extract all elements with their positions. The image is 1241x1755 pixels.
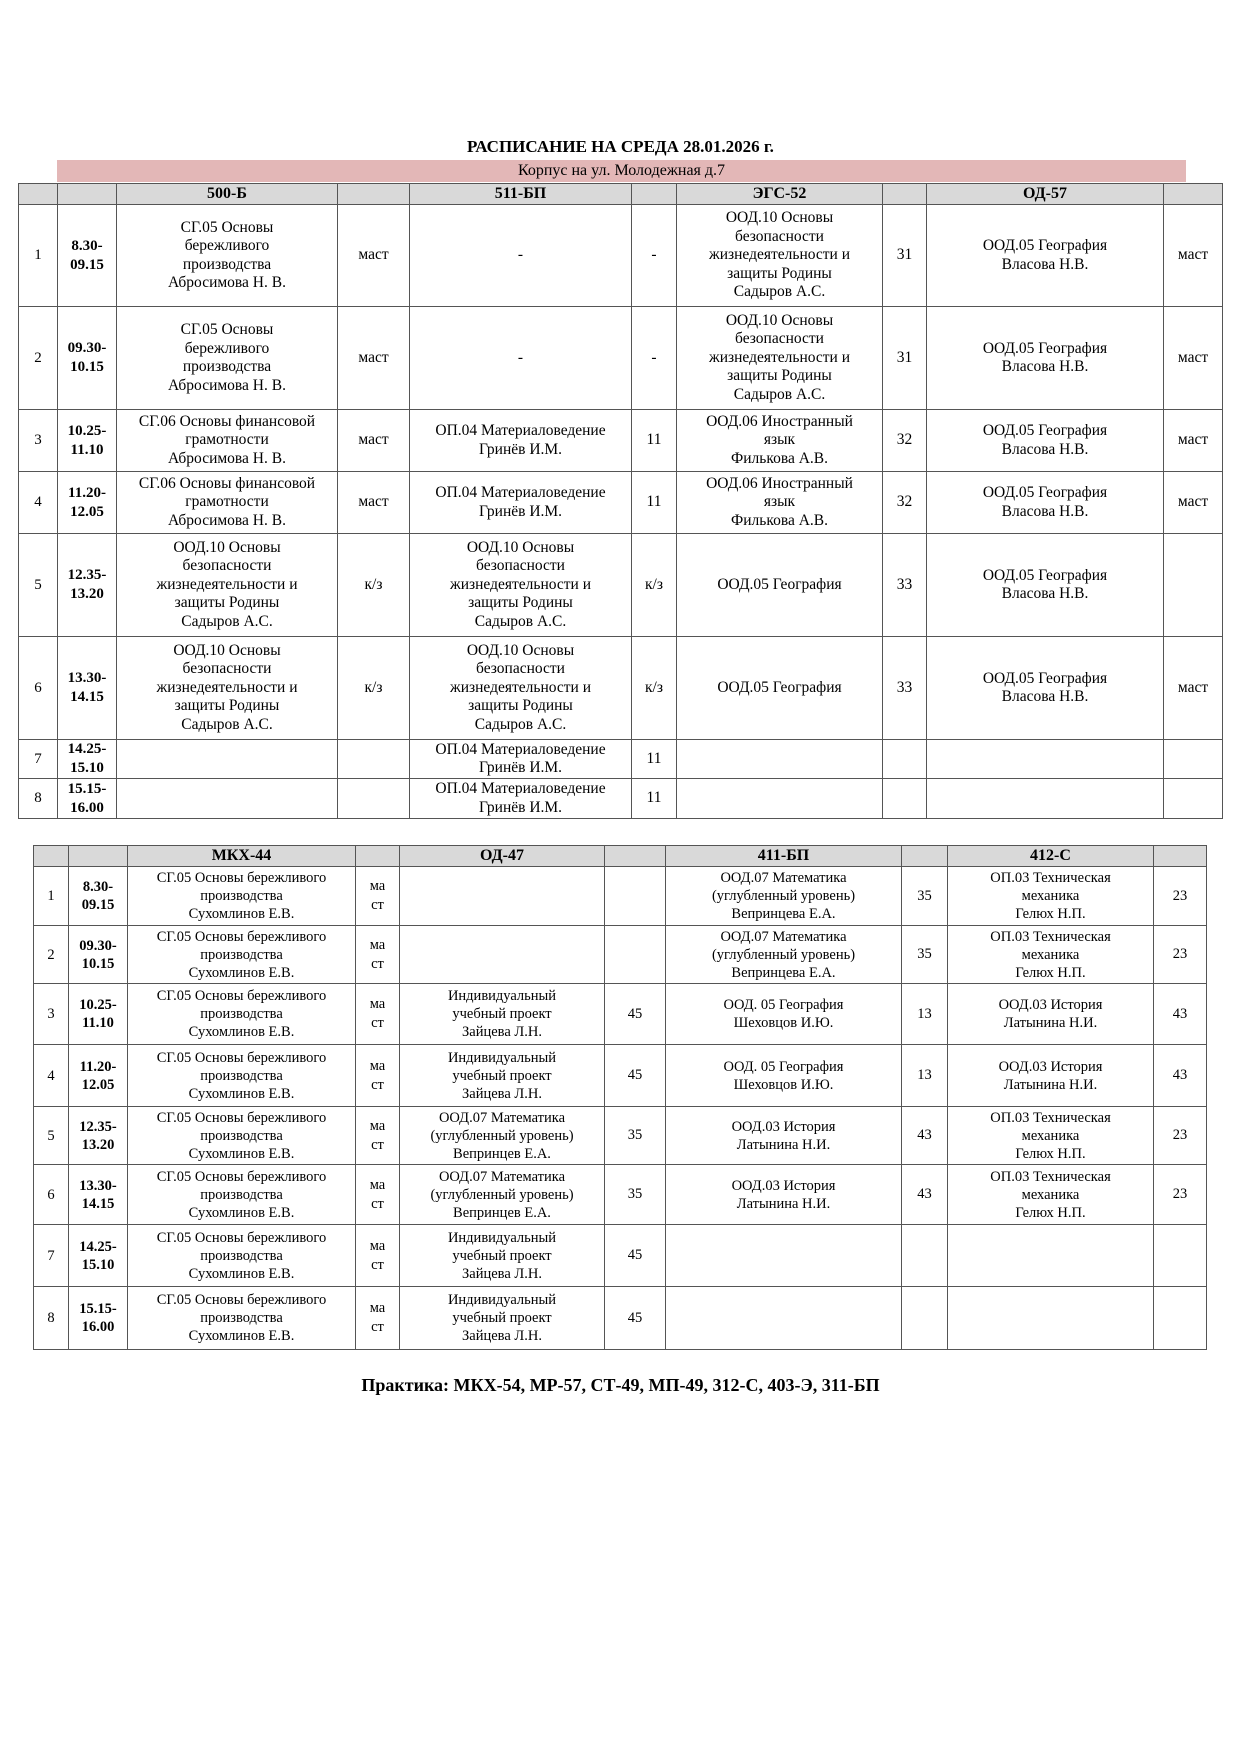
lesson-subject: ООД.10 Основы безопасности жизнедеятельности и защиты Родины Садыров А.С. (117, 637, 338, 740)
header-empty (632, 184, 677, 205)
lesson-room (338, 740, 410, 779)
table-row (34, 1287, 1207, 1350)
lesson-time: 09.30- 10.15 (58, 307, 117, 410)
lesson-room: ма ст (356, 867, 400, 926)
lesson-room: 33 (883, 637, 927, 740)
lesson-room: маст (1164, 307, 1223, 410)
lesson-room: маст (1164, 205, 1223, 307)
lesson-room (1164, 779, 1223, 819)
lesson-room: ма ст (356, 1165, 400, 1225)
lesson-room: 23 (1154, 867, 1207, 926)
lesson-time: 13.30- 14.15 (69, 1165, 128, 1225)
lesson-subject: ООД.05 География Власова Н.В. (927, 307, 1164, 410)
header-empty (34, 846, 69, 867)
lesson-number: 2 (34, 926, 69, 984)
lesson-subject: ООД.05 География Власова Н.В. (927, 205, 1164, 307)
lesson-number: 8 (19, 779, 58, 819)
header-empty (1154, 846, 1207, 867)
lesson-room: 31 (883, 205, 927, 307)
group-header: 412-С (948, 846, 1154, 867)
lesson-room (902, 1287, 948, 1350)
lesson-room (605, 926, 666, 984)
lesson-subject: ООД.06 Иностранный язык Филькова А.В. (677, 410, 883, 472)
lesson-room: 11 (632, 779, 677, 819)
lesson-room: 45 (605, 1045, 666, 1107)
lesson-room: маст (1164, 410, 1223, 472)
table-row (34, 867, 1207, 926)
lesson-subject: ООД.07 Математика (углубленный уровень) Вепринцева Е.А. (666, 867, 902, 926)
lesson-subject: ОП.04 Материаловедение Гринёв И.М. (410, 779, 632, 819)
lesson-subject: ООД.10 Основы безопасности жизнедеятельности и защиты Родины Садыров А.С. (677, 307, 883, 410)
lesson-time: 8.30- 09.15 (58, 205, 117, 307)
lesson-subject: СГ.06 Основы финансовой грамотности Абросимова Н. В. (117, 472, 338, 534)
lesson-room: 23 (1154, 926, 1207, 984)
lesson-room (902, 1225, 948, 1287)
lesson-subject (927, 779, 1164, 819)
lesson-time: 11.20- 12.05 (58, 472, 117, 534)
lesson-room: маст (338, 205, 410, 307)
table-row (19, 205, 1223, 307)
lesson-subject: СГ.05 Основы бережливого производства Сухомлинов Е.В. (128, 867, 356, 926)
header-empty (338, 184, 410, 205)
lesson-subject: ООД.03 История Латынина Н.И. (666, 1165, 902, 1225)
lesson-subject: СГ.05 Основы бережливого производства Сухомлинов Е.В. (128, 926, 356, 984)
lesson-subject (117, 779, 338, 819)
lesson-subject: - (410, 205, 632, 307)
table-row (34, 1225, 1207, 1287)
lesson-subject: СГ.05 Основы бережливого производства Сухомлинов Е.В. (128, 1287, 356, 1350)
lesson-subject: СГ.05 Основы бережливого производства Сухомлинов Е.В. (128, 1107, 356, 1165)
lesson-room (338, 779, 410, 819)
lesson-room (883, 740, 927, 779)
lesson-number: 6 (34, 1165, 69, 1225)
header-empty (58, 184, 117, 205)
lesson-subject (948, 1225, 1154, 1287)
lesson-time: 14.25- 15.10 (69, 1225, 128, 1287)
lesson-subject: ОП.03 Техническая механика Гелюх Н.П. (948, 1107, 1154, 1165)
lesson-room: - (632, 205, 677, 307)
table-row (34, 1165, 1207, 1225)
lesson-subject: ООД.07 Математика (углубленный уровень) Вепринцева Е.А. (666, 926, 902, 984)
lesson-room: маст (1164, 472, 1223, 534)
schedule-table-1 (18, 183, 1223, 819)
lesson-time: 8.30- 09.15 (69, 867, 128, 926)
lesson-subject: - (410, 307, 632, 410)
lesson-subject: СГ.05 Основы бережливого производства Сухомлинов Е.В. (128, 1225, 356, 1287)
lesson-subject: ОП.03 Техническая механика Гелюх Н.П. (948, 926, 1154, 984)
lesson-subject: СГ.05 Основы бережливого производства Сухомлинов Е.В. (128, 984, 356, 1045)
lesson-number: 7 (34, 1225, 69, 1287)
lesson-subject: СГ.05 Основы бережливого производства Абросимова Н. В. (117, 205, 338, 307)
lesson-subject: ООД.05 География Власова Н.В. (927, 472, 1164, 534)
group-header: ОД-47 (400, 846, 605, 867)
schedule-title: РАСПИСАНИЕ НА СРЕДА 28.01.2026 г. (467, 137, 774, 156)
lesson-room (883, 779, 927, 819)
lesson-subject: ООД.03 История Латынина Н.И. (948, 1045, 1154, 1107)
lesson-subject: ООД.10 Основы безопасности жизнедеятельности и защиты Родины Садыров А.С. (410, 637, 632, 740)
lesson-time: 11.20- 12.05 (69, 1045, 128, 1107)
header-empty (902, 846, 948, 867)
lesson-number: 8 (34, 1287, 69, 1350)
lesson-subject (666, 1287, 902, 1350)
lesson-subject (117, 740, 338, 779)
lesson-number: 3 (19, 410, 58, 472)
lesson-room (1154, 1287, 1207, 1350)
lesson-number: 5 (19, 534, 58, 637)
lesson-number: 6 (19, 637, 58, 740)
lesson-room: 11 (632, 472, 677, 534)
lesson-subject: ООД.05 География (677, 637, 883, 740)
lesson-room: к/з (338, 637, 410, 740)
lesson-number: 7 (19, 740, 58, 779)
lesson-room: ма ст (356, 984, 400, 1045)
lesson-subject: ООД.06 Иностранный язык Филькова А.В. (677, 472, 883, 534)
header-empty (605, 846, 666, 867)
lesson-room: 45 (605, 1225, 666, 1287)
lesson-subject: ООД.05 География (677, 534, 883, 637)
lesson-subject (677, 779, 883, 819)
lesson-room: 35 (902, 926, 948, 984)
lesson-room: 23 (1154, 1107, 1207, 1165)
lesson-time: 13.30- 14.15 (58, 637, 117, 740)
lesson-number: 1 (19, 205, 58, 307)
lesson-number: 5 (34, 1107, 69, 1165)
lesson-subject: ООД.10 Основы безопасности жизнедеятельности и защиты Родины Садыров А.С. (677, 205, 883, 307)
lesson-time: 09.30- 10.15 (69, 926, 128, 984)
group-header: МКХ-44 (128, 846, 356, 867)
lesson-subject (948, 1287, 1154, 1350)
lesson-room: 45 (605, 1287, 666, 1350)
lesson-room: маст (338, 410, 410, 472)
group-header: 500-Б (117, 184, 338, 205)
lesson-time: 12.35- 13.20 (58, 534, 117, 637)
lesson-room: 33 (883, 534, 927, 637)
practice-note: Практика: МКХ-54, МР-57, СТ-49, МП-49, 312-С, 403-Э, 311-БП (361, 1375, 880, 1395)
lesson-time: 14.25- 15.10 (58, 740, 117, 779)
lesson-subject: ОП.04 Материаловедение Гринёв И.М. (410, 410, 632, 472)
table-row (19, 740, 1223, 779)
table-header-row (34, 846, 1207, 867)
lesson-room (1164, 740, 1223, 779)
lesson-subject: Индивидуальный учебный проект Зайцева Л.Н. (400, 1287, 605, 1350)
table-row (19, 779, 1223, 819)
building-banner: Корпус на ул. Молодежная д.7 (57, 160, 1186, 182)
table-row (34, 1107, 1207, 1165)
group-header: ЭГС-52 (677, 184, 883, 205)
header-empty (19, 184, 58, 205)
lesson-room: 11 (632, 410, 677, 472)
lesson-room: 13 (902, 1045, 948, 1107)
lesson-subject: ОП.03 Техническая механика Гелюх Н.П. (948, 867, 1154, 926)
lesson-subject: ООД. 05 География Шеховцов И.Ю. (666, 1045, 902, 1107)
lesson-subject (400, 867, 605, 926)
lesson-subject: Индивидуальный учебный проект Зайцева Л.Н. (400, 1225, 605, 1287)
lesson-subject: ООД.03 История Латынина Н.И. (666, 1107, 902, 1165)
lesson-number: 3 (34, 984, 69, 1045)
lesson-subject (677, 740, 883, 779)
lesson-room: 43 (902, 1165, 948, 1225)
lesson-room: к/з (632, 534, 677, 637)
lesson-room: ма ст (356, 1287, 400, 1350)
lesson-subject: ОП.03 Техническая механика Гелюх Н.П. (948, 1165, 1154, 1225)
lesson-subject: СГ.05 Основы бережливого производства Сухомлинов Е.В. (128, 1045, 356, 1107)
lesson-subject: ООД. 05 География Шеховцов И.Ю. (666, 984, 902, 1045)
lesson-subject (927, 740, 1164, 779)
lesson-room (1164, 534, 1223, 637)
lesson-subject: ОП.04 Материаловедение Гринёв И.М. (410, 472, 632, 534)
lesson-room: 43 (902, 1107, 948, 1165)
lesson-room: 35 (605, 1107, 666, 1165)
lesson-room: - (632, 307, 677, 410)
schedule-table-2 (33, 845, 1207, 1350)
lesson-number: 4 (19, 472, 58, 534)
lesson-subject: ООД.03 История Латынина Н.И. (948, 984, 1154, 1045)
lesson-room: маст (338, 307, 410, 410)
lesson-subject: СГ.05 Основы бережливого производства Абросимова Н. В. (117, 307, 338, 410)
lesson-time: 10.25- 11.10 (69, 984, 128, 1045)
table-row (34, 984, 1207, 1045)
lesson-subject: Индивидуальный учебный проект Зайцева Л.Н. (400, 984, 605, 1045)
lesson-room: 35 (902, 867, 948, 926)
header-empty (883, 184, 927, 205)
table-row (19, 410, 1223, 472)
lesson-room: к/з (338, 534, 410, 637)
lesson-subject: ООД.07 Математика (углубленный уровень) Вепринцев Е.А. (400, 1107, 605, 1165)
table-row (19, 472, 1223, 534)
table-row (19, 637, 1223, 740)
lesson-time: 15.15- 16.00 (69, 1287, 128, 1350)
lesson-subject: ООД.05 География Власова Н.В. (927, 534, 1164, 637)
lesson-subject (400, 926, 605, 984)
table-header-row (19, 184, 1223, 205)
lesson-room: ма ст (356, 1107, 400, 1165)
header-empty (356, 846, 400, 867)
lesson-room: 23 (1154, 1165, 1207, 1225)
table-row (34, 926, 1207, 984)
lesson-room: 11 (632, 740, 677, 779)
lesson-number: 2 (19, 307, 58, 410)
table-row (34, 1045, 1207, 1107)
lesson-subject (666, 1225, 902, 1287)
group-header: ОД-57 (927, 184, 1164, 205)
lesson-subject: ООД.07 Математика (углубленный уровень) Вепринцев Е.А. (400, 1165, 605, 1225)
table-row (19, 534, 1223, 637)
lesson-room: маст (1164, 637, 1223, 740)
lesson-time: 12.35- 13.20 (69, 1107, 128, 1165)
lesson-room (1154, 1225, 1207, 1287)
lesson-time: 15.15- 16.00 (58, 779, 117, 819)
lesson-room: маст (338, 472, 410, 534)
lesson-room (605, 867, 666, 926)
group-header: 511-БП (410, 184, 632, 205)
lesson-number: 4 (34, 1045, 69, 1107)
lesson-subject: ООД.05 География Власова Н.В. (927, 637, 1164, 740)
lesson-subject: Индивидуальный учебный проект Зайцева Л.Н. (400, 1045, 605, 1107)
lesson-room: ма ст (356, 1045, 400, 1107)
header-empty (69, 846, 128, 867)
lesson-room: ма ст (356, 926, 400, 984)
lesson-subject: ООД.10 Основы безопасности жизнедеятельности и защиты Родины Садыров А.С. (117, 534, 338, 637)
lesson-room: ма ст (356, 1225, 400, 1287)
lesson-room: 43 (1154, 984, 1207, 1045)
lesson-subject: ОП.04 Материаловедение Гринёв И.М. (410, 740, 632, 779)
lesson-room: 43 (1154, 1045, 1207, 1107)
lesson-number: 1 (34, 867, 69, 926)
lesson-subject: СГ.06 Основы финансовой грамотности Абросимова Н. В. (117, 410, 338, 472)
group-header: 411-БП (666, 846, 902, 867)
lesson-room: 13 (902, 984, 948, 1045)
lesson-subject: ООД.10 Основы безопасности жизнедеятельности и защиты Родины Садыров А.С. (410, 534, 632, 637)
lesson-room: 31 (883, 307, 927, 410)
lesson-subject: СГ.05 Основы бережливого производства Сухомлинов Е.В. (128, 1165, 356, 1225)
lesson-room: 35 (605, 1165, 666, 1225)
lesson-room: к/з (632, 637, 677, 740)
table-row (19, 307, 1223, 410)
header-empty (1164, 184, 1223, 205)
lesson-room: 32 (883, 410, 927, 472)
lesson-subject: ООД.05 География Власова Н.В. (927, 410, 1164, 472)
lesson-room: 32 (883, 472, 927, 534)
lesson-time: 10.25- 11.10 (58, 410, 117, 472)
lesson-room: 45 (605, 984, 666, 1045)
